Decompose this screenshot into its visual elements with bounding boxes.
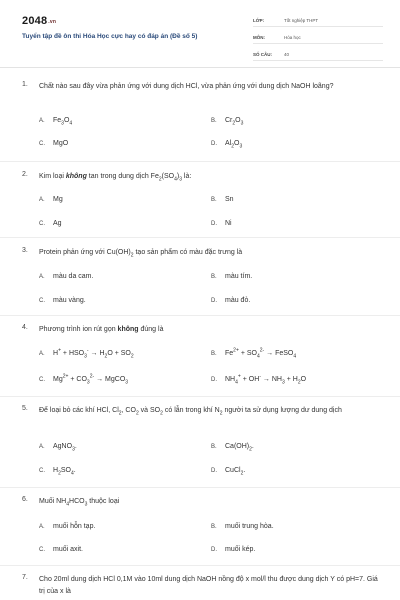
document-title: Tuyển tập đề ôn thi Hóa Học cực hay có đáp án (Đề số 5): [22, 33, 198, 40]
question-text: Phương trình ion rút gọn không đúng là: [39, 326, 164, 333]
option-a[interactable]: A. $Fe_3O_4$: [39, 117, 73, 127]
option-text: màu da cam.: [53, 273, 94, 280]
meta-value: Hóa học: [284, 34, 301, 40]
question-divider: [0, 161, 400, 162]
option-text: $Fe^{2+} + SO_4^{2-}$ → FeSO$_4$: [225, 347, 297, 360]
option-text: màu vàng.: [53, 297, 86, 304]
option-c[interactable]: C. màu vàng.: [39, 297, 86, 304]
option-text: $Fe_3O_4$: [53, 117, 73, 127]
option-text: $NH_4^+ + OH^- \to NH_3 + H_2O$: [225, 373, 307, 386]
question-text: Protein phản ứng với $Cu(OH)_2$ tạo sản phẩm có màu đặc trưng là: [39, 249, 243, 259]
option-text: màu tím.: [225, 273, 253, 280]
option-d[interactable]: D. màu đỏ.: [211, 297, 251, 304]
option-b[interactable]: B. Sn: [211, 196, 234, 203]
meta-class-row: [253, 14, 383, 27]
meta-value: Tốt nghiệp THPT: [284, 17, 319, 23]
header: [0, 0, 400, 70]
option-c[interactable]: C. $Mg^{2+} + CO_3^{2-}$ → MgCO$_3$: [39, 373, 129, 386]
option-a[interactable]: A. $H^+ + HSO_3^- \to H_2O + SO_2$: [39, 347, 134, 360]
option-c[interactable]: C. Ag: [39, 220, 62, 227]
question-text: Để loại bỏ các khí HCl, $Cl_2$, $CO_2$ và $SO_2$ có lẫn trong khí $N_2$ người ta sử dụng lượng dư dung dịch: [39, 407, 342, 417]
option-text: $H^+ + HSO_3^- \to H_2O + SO_2$: [53, 347, 134, 360]
question-divider: [0, 315, 400, 316]
option-text: muối kép.: [225, 546, 256, 553]
question-number: 7.: [22, 574, 28, 581]
question-number: 2.: [22, 171, 28, 178]
option-a[interactable]: A. Mg: [39, 196, 63, 203]
option-text: $Ca(OH)_2$.: [225, 443, 254, 453]
meta-count-row: [253, 48, 383, 61]
question-divider: [0, 396, 400, 397]
option-text: CuCl$_2$.: [225, 467, 246, 477]
option-text: MgO: [53, 140, 69, 147]
question-number: 1.: [22, 81, 28, 88]
meta-label: SỐ CÂU:: [253, 51, 272, 57]
option-text: muối trung hòa.: [225, 523, 274, 530]
site-logo[interactable]: $2048^{.vn}$: [22, 15, 57, 27]
question-divider: [0, 487, 400, 488]
meta-panel: [253, 14, 383, 65]
question-number: 3.: [22, 247, 28, 254]
option-d[interactable]: D. Ni: [211, 220, 232, 227]
question-text: Chất nào sau đây vừa phản ứng với dung dịch HCl, vừa phản ứng với dung dịch NaOH loãng?: [39, 83, 334, 90]
option-text: $Al_2O_3$: [225, 140, 243, 150]
option-text: Ni: [225, 220, 232, 227]
option-b[interactable]: B. muối trung hòa.: [211, 523, 274, 530]
meta-value: 40: [284, 51, 290, 57]
option-text: màu đỏ.: [225, 297, 251, 304]
option-text: AgNO$_3$.: [53, 443, 77, 453]
question-divider: [0, 237, 400, 238]
option-text: Mg: [53, 196, 63, 203]
header-divider: [0, 67, 400, 68]
option-b[interactable]: B. màu tím.: [211, 273, 253, 280]
question-text: Kim loại không tan trong dung dịch $Fe_2(SO_4)_3$ là:: [39, 173, 192, 183]
option-c[interactable]: C. MgO: [39, 140, 69, 147]
meta-label: MÔN:: [253, 34, 265, 40]
meta-label: LỚP:: [253, 17, 265, 23]
question-text: Muối $NH_4HCO_3$ thuộc loại: [39, 498, 120, 508]
option-c[interactable]: C. $H_2SO_4$.: [39, 467, 76, 477]
meta-subject-row: [253, 31, 383, 44]
option-d[interactable]: D. $Al_2O_3$: [211, 140, 243, 150]
option-b[interactable]: B. $Ca(OH)_2$.: [211, 443, 254, 453]
question-number: 6.: [22, 496, 28, 503]
option-a[interactable]: A. màu da cam.: [39, 273, 94, 280]
option-text: muối hỗn tạp.: [53, 523, 96, 530]
option-d[interactable]: D. muối kép.: [211, 546, 256, 553]
option-b[interactable]: B. $Cr_2O_3$: [211, 117, 244, 127]
option-b[interactable]: B. $Fe^{2+} + SO_4^{2-}$ → FeSO$_4$: [211, 347, 297, 360]
option-text: $Mg^{2+} + CO_3^{2-}$ → MgCO$_3$: [53, 373, 129, 386]
option-a[interactable]: A. muối hỗn tạp.: [39, 523, 96, 530]
question-number: 5.: [22, 405, 28, 412]
question-text: Cho 20ml dung dịch HCl 0,1M vào 10ml dung dịch NaOH nồng độ x mol/l thu được dung dịch Y có pH=7. Giá trị của x là: [39, 576, 378, 595]
option-text: muối axit.: [53, 546, 83, 553]
option-text: Sn: [225, 196, 234, 203]
option-d[interactable]: D. $NH_4^+ + OH^- \to NH_3 + H_2O$: [211, 373, 307, 386]
option-c[interactable]: C. muối axit.: [39, 546, 83, 553]
option-text: Ag: [53, 220, 62, 227]
option-a[interactable]: A. AgNO$_3$.: [39, 443, 77, 453]
question-number: 4.: [22, 324, 28, 331]
option-d[interactable]: D. CuCl$_2$.: [211, 467, 246, 477]
option-text: $Cr_2O_3$: [225, 117, 244, 127]
option-text: $H_2SO_4$.: [53, 467, 76, 477]
question-divider: [0, 565, 400, 566]
